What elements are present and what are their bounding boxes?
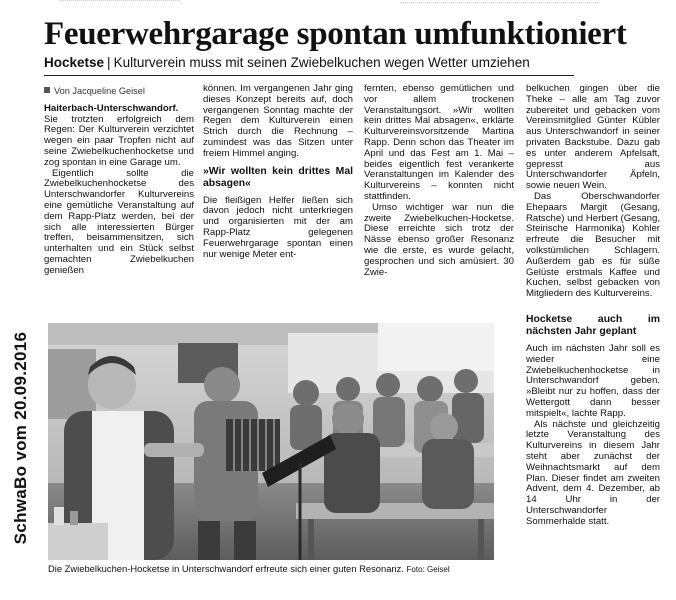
article-column-2: [203, 84, 353, 260]
photo-credit: Foto: Geisel: [406, 565, 450, 574]
byline-marker-icon: [44, 87, 50, 93]
subheadline-kicker: Hocketse: [44, 55, 105, 70]
source-date-stamp: SchwaBo vom 20.09.2016: [11, 331, 30, 545]
body-paragraph: Als nächste und gleichzeitig letzte Veranstaltung des Kulturvereins in diesem Jahr steht aber zunächst der Weihnachtsmarkt auf dem Plan. Dieser findet am zweiten Advent, dem 4. Dezember, ab 14 Uhr in der Unterschwandorfer Sommerhalde statt.: [526, 418, 660, 527]
subheadline-text: Kulturverein muss mit seinen Zwiebelkuchen wegen Wetter umziehen: [113, 55, 530, 70]
body-paragraph: können. Im vergangenen Jahr ging dieses Konzept bereits auf, doch vergangenen Sonntag machte der Regen dem Kulturverein einen Strich durch die Rechnung – zumindest was das Sitzen unter freiem Himmel anging.: [203, 83, 353, 159]
article-subheadline: [44, 54, 664, 72]
subheadline-rule: [44, 75, 574, 76]
body-paragraph: Eigentlich sollte die Zwiebelkuchenhocketse des Unterschwandorfer Kulturvereins eine gemütliche Veranstaltung auf dem Rapp-Platz werden, bei der sich alle interessierten Bürger treffen, beisammensitzen, sich unterhalten und ein Stück selbst gemachten Zwiebelkuchen genießen: [44, 167, 194, 276]
byline: Von Jacqueline Geisel: [44, 86, 194, 97]
body-paragraph: Das Oberschwandorfer Ehepaars Margit (Gesang, Ratsche) und Herbert (Gesang, Steirische Harmonika) Kohler erfreute die Besucher mit volkstümlichen Schlagern. Außerdem gab es für süße Gelüste erstmals Kaffee und Kuchen, selbst gebacken von Mitgliedern des Kulturvereins.: [526, 190, 660, 300]
article-column-1: [44, 86, 194, 277]
pull-quote-heading: »Wir wollten kein drittes Mal absagen«: [203, 165, 353, 189]
photo-caption: Die Zwiebelkuchen-Hocketse in Unterschwandorf erfreute sich einer guten Resonanz. Foto: Geisel: [48, 563, 450, 574]
body-paragraph: fernten, ebenso gemütlichen und vor allem trockenen Veranstaltungsort. »Wir wollten kein drittes Mal absagen«, erklärte Kulturvereinsvorsitzende Martina Rapp. Denn schon das Theater im April und das Fest am 1. Mai – beides eigentlich fest verankerte Veranstaltungen im Kalender des Kulturvereins – konnten nicht stattfinden.: [364, 83, 514, 202]
article-column-4: [526, 84, 660, 527]
dateline: Haiterbach-Unterschwandorf.: [44, 102, 179, 114]
article-column-3: [364, 84, 514, 278]
photo-scene: [48, 323, 494, 560]
article-headline: Feuerwehrgarage spontan umfunktioniert: [44, 16, 627, 52]
lead-paragraph: Haiterbach-Unterschwandorf. Sie trotzten erfolgreich dem Regen: Der Kulturverein verzichtet wegen ein paar Tropfen nicht auf seine Zwiebelkuchenhocketse und zog spontan in eine Garage um.: [44, 102, 194, 168]
article-photo: [48, 323, 494, 560]
subheadline-separator: |: [107, 55, 111, 70]
body-paragraph: Umso wichtiger war nun die zweite Zwiebelkuchen-Hocketse. Diese erreichte sich trotz der Nässe ebenso großer Resonanz wie die erste, es wurde gelacht, gesprochen und sich amüsiert. 30 Zwie-: [364, 201, 514, 278]
section-subheading: Hocketse auch im nächsten Jahr geplant: [526, 313, 660, 337]
body-paragraph: Auch im nächsten Jahr soll es wieder eine Zwiebelkuchenhocketse in Unterschwandorf geben. »Bleibt nur zu hoffen, dass der Wettergott dann besser mitspielt«, lachte Rapp.: [526, 342, 660, 419]
body-paragraph: belkuchen gingen über die Theke – alle am Tag zuvor zubereitet und gebacken vom Vereinsmitglied Günter Kübler aus Unterschwandorf in seiner privaten Backstube. Dazu gab es unter anderem Apfelsaft, gepresst aus Unterschwandorfer Äpfeln, sowie neuen Wein.: [526, 83, 660, 192]
body-paragraph: Die fleißigen Helfer ließen sich davon jedoch nicht unterkriegen und organisierten mit der am Rapp-Platz gelegenen Feuerwehrgarage spontan einen nur wenige Meter ent-: [203, 194, 353, 260]
